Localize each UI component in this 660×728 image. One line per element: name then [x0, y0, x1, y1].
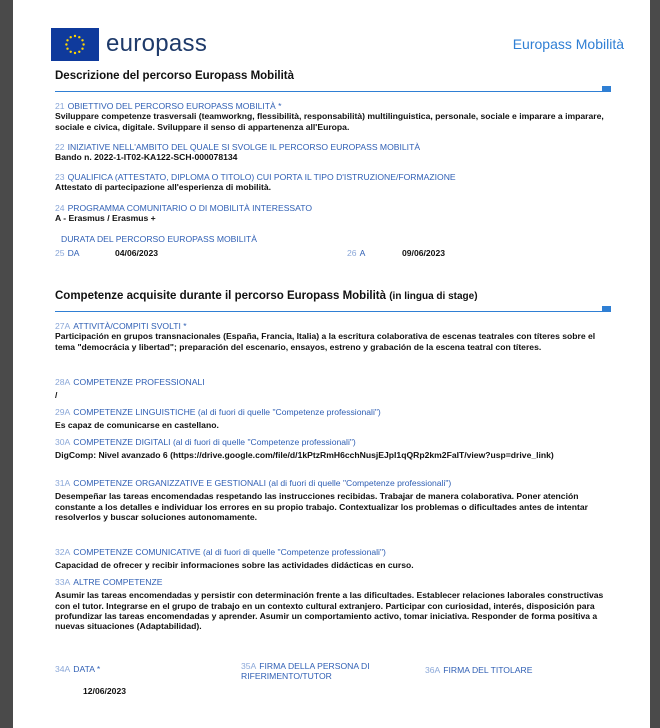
field-34A-value: 12/06/2023 [83, 686, 127, 697]
field-22-label: INIZIATIVE NELL'AMBITO DEL QUALE SI SVOLGE IL PERCORSO EUROPASS MOBILITÀ [67, 142, 421, 152]
section-divider-tab [602, 86, 611, 92]
field-25-label: DA [67, 248, 80, 258]
field-33A-value: Asumir las tareas encomendadas y persistir con determinación frente a las dificultades. Establecer relaciones laborales constructivas con el tutor. Integrarse en el grupo de trabajo en un contexto cultural extranjero. Participar con curiosidad, interés, disposición para profundizar las tareas encomendadas y aprender. Asumir un comportamiento activo, tomar iniciativa. Responder de forma positiva a nuevas situaciones (Adaptabilidad). [55, 590, 604, 632]
document-type-title: Europass Mobilità [512, 36, 624, 52]
field-32A-value: Capacidad de ofrecer y recibir informaciones sobre las actividades didácticas en curso. [55, 560, 414, 571]
field-35A-label: FIRMA DELLA PERSONA DI RIFERIMENTO/TUTOR [241, 661, 370, 682]
section-divider [55, 311, 609, 312]
field-32A-label: COMPETENZE COMUNICATIVE [73, 547, 201, 557]
field-26-value: 09/06/2023 [402, 248, 446, 258]
field-35A: 35A FIRMA DELLA PERSONA DI RIFERIMENTO/TUTOR [241, 661, 370, 682]
field-28A-label: COMPETENZE PROFESSIONALI [73, 377, 205, 387]
section-title-description: Descrizione del percorso Europass Mobilità [55, 70, 295, 82]
field-29A: 29A COMPETENZE LINGUISTICHE (al di fuori di quelle "Competenze professionali") Es capaz de comunicarse en castellano. [55, 407, 615, 431]
section-title-competences: Competenze acquisite durante il percorso Europass Mobilità (in lingua di stage) [55, 290, 478, 302]
field-33A-label: ALTRE COMPETENZE [73, 577, 163, 587]
field-25-value: 04/06/2023 [115, 248, 159, 258]
eu-flag-icon [51, 28, 99, 61]
field-30A-value: DigComp: Nivel avanzado 6 (https://drive.google.com/file/d/1kPtzRmH6cchNusjEJpI1qQRp2km2FaIT/view?usp=drive_link) [55, 450, 554, 461]
field-22-value: Bando n. 2022-1-IT02-KA122-SCH-000078134 [55, 152, 238, 163]
field-21-label: OBIETTIVO DEL PERCORSO EUROPASS MOBILITÀ * [67, 101, 282, 111]
field-32A: 32A COMPETENZE COMUNICATIVE (al di fuori di quelle "Competenze professionali") Capacidad de ofrecer y recibir informaciones sobre las actividades didácticas en curso. [55, 547, 615, 571]
field-27A-label: ATTIVITÀ/COMPITI SVOLTI * [73, 321, 187, 331]
field-30A-label: COMPETENZE DIGITALI [73, 437, 171, 447]
field-30A: 30A COMPETENZE DIGITALI (al di fuori di quelle "Competenze professionali") DigComp: Nivel avanzado 6 (https://drive.google.com/file/d/1kPtzRmH6cchNusjEJpI1qQRp2km2FaIT/view?usp=drive_link) [55, 437, 615, 461]
field-24-label: PROGRAMMA COMUNITARIO O DI MOBILITÀ INTERESSATO [67, 203, 313, 213]
duration-label: DURATA DEL PERCORSO EUROPASS MOBILITÀ [61, 234, 257, 244]
field-23-label: QUALIFICA (ATTESTATO, DIPLOMA O TITOLO) CUI PORTA IL TIPO D'ISTRUZIONE/FORMAZIONE [67, 172, 456, 182]
section-divider [55, 91, 609, 92]
field-34A-label: DATA * [73, 664, 101, 674]
field-27A: 27A ATTIVITÀ/COMPITI SVOLTI * Participación en grupos transnacionales (España, Francia, Italia) a la escritura colaborativa de escenas teatrales con títeres sobre el tema "democrácia y libertad"; preparación del escenario, ensayos, estreno y grabación de la escena teatral con títeres. [55, 321, 615, 352]
field-34A: 34A DATA * 12/06/2023 [55, 664, 245, 697]
field-31A-label: COMPETENZE ORGANIZZATIVE E GESTIONALI [73, 478, 267, 488]
field-26-label: A [359, 248, 366, 258]
field-31A-value: Desempeñar las tareas encomendadas respetando las instrucciones recibidas. Trabajar de manera colaborativa. Poner atención constante a los detalles e individuar los errores en su propio trabajo. Contextualizar los problemas o dificultades antes de intentar resolverlos y buscar soluciones autonomamente. [55, 491, 588, 522]
document-page [13, 0, 650, 728]
field-23-value: Attestato di partecipazione all'esperienza di mobilità. [55, 182, 271, 193]
field-23: 23 QUALIFICA (ATTESTATO, DIPLOMA O TITOLO) CUI PORTA IL TIPO D'ISTRUZIONE/FORMAZIONE Attestato di partecipazione all'esperienza di mobilità. [55, 172, 615, 193]
field-29A-label: COMPETENZE LINGUISTICHE [73, 407, 196, 417]
field-24: 24 PROGRAMMA COMUNITARIO O DI MOBILITÀ INTERESSATO A - Erasmus / Erasmus + [55, 203, 615, 224]
field-28A: 28A COMPETENZE PROFESSIONALI / [55, 377, 615, 401]
field-25: 25 DA 04/06/2023 26 A 09/06/2023 [55, 248, 446, 258]
field-28A-value: / [55, 390, 58, 401]
brand-wordmark: europass [106, 30, 208, 57]
field-21-value: Sviluppare competenze trasversali (teamworkng, flessibilità, responsabilità) multilinguistica, personale, sociale e imparare a imparare, sociale e civica, digitale. Sviluppare il senso di appartenenza all'Europa. [55, 111, 604, 132]
field-22: 22 INIZIATIVE NELL'AMBITO DEL QUALE SI SVOLGE IL PERCORSO EUROPASS MOBILITÀ Bando n. 2022-1-IT02-KA122-SCH-000078134 [55, 142, 615, 163]
section-divider-tab [602, 306, 611, 312]
field-27A-value: Participación en grupos transnacionales (España, Francia, Italia) a la escritura colaborativa de escenas teatrales con títeres sobre el tema "democrácia y libertad"; preparación del escenario, ensayos, estreno y grabación de la escena teatral con títeres. [55, 331, 596, 352]
field-36A-label: FIRMA DEL TITOLARE [443, 665, 533, 675]
field-29A-value: Es capaz de comunicarse en castellano. [55, 420, 219, 431]
field-21: 21 OBIETTIVO DEL PERCORSO EUROPASS MOBILITÀ * Sviluppare competenze trasversali (teamworkng, flessibilità, responsabilità) multilinguistica, personale, sociale e imparare a imparare, sociale e civica, digitale. Sviluppare il senso di appartenenza all'Europa. [55, 101, 615, 132]
field-36A: 36A FIRMA DEL TITOLARE [425, 665, 533, 675]
field-31A: 31A COMPETENZE ORGANIZZATIVE E GESTIONALI (al di fuori di quelle "Competenze professionali") Desempeñar las tareas encomendadas respetando las instrucciones recibidas. Trabajar de manera colaborativa. Poner atención constante a los detalles e individuar los errores en su propio trabajo. Contextualizar los problemas o dificultades antes de intentar resolverlos y buscar soluciones autonomamente. [55, 478, 615, 522]
field-33A: 33A ALTRE COMPETENZE Asumir las tareas encomendadas y persistir con determinación frente a las dificultades. Establecer relaciones laborales constructivas con el tutor. Integrarse en el grupo de trabajo en un contexto cultural extranjero. Participar con curiosidad, interés, disposición para profundizar las tareas encomendadas y aprender. Asumir un comportamiento activo, tomar iniciativa. Responder de forma positiva a nuevas situaciones (Adaptabilidad). [55, 577, 615, 631]
field-24-value: A - Erasmus / Erasmus + [55, 213, 156, 224]
